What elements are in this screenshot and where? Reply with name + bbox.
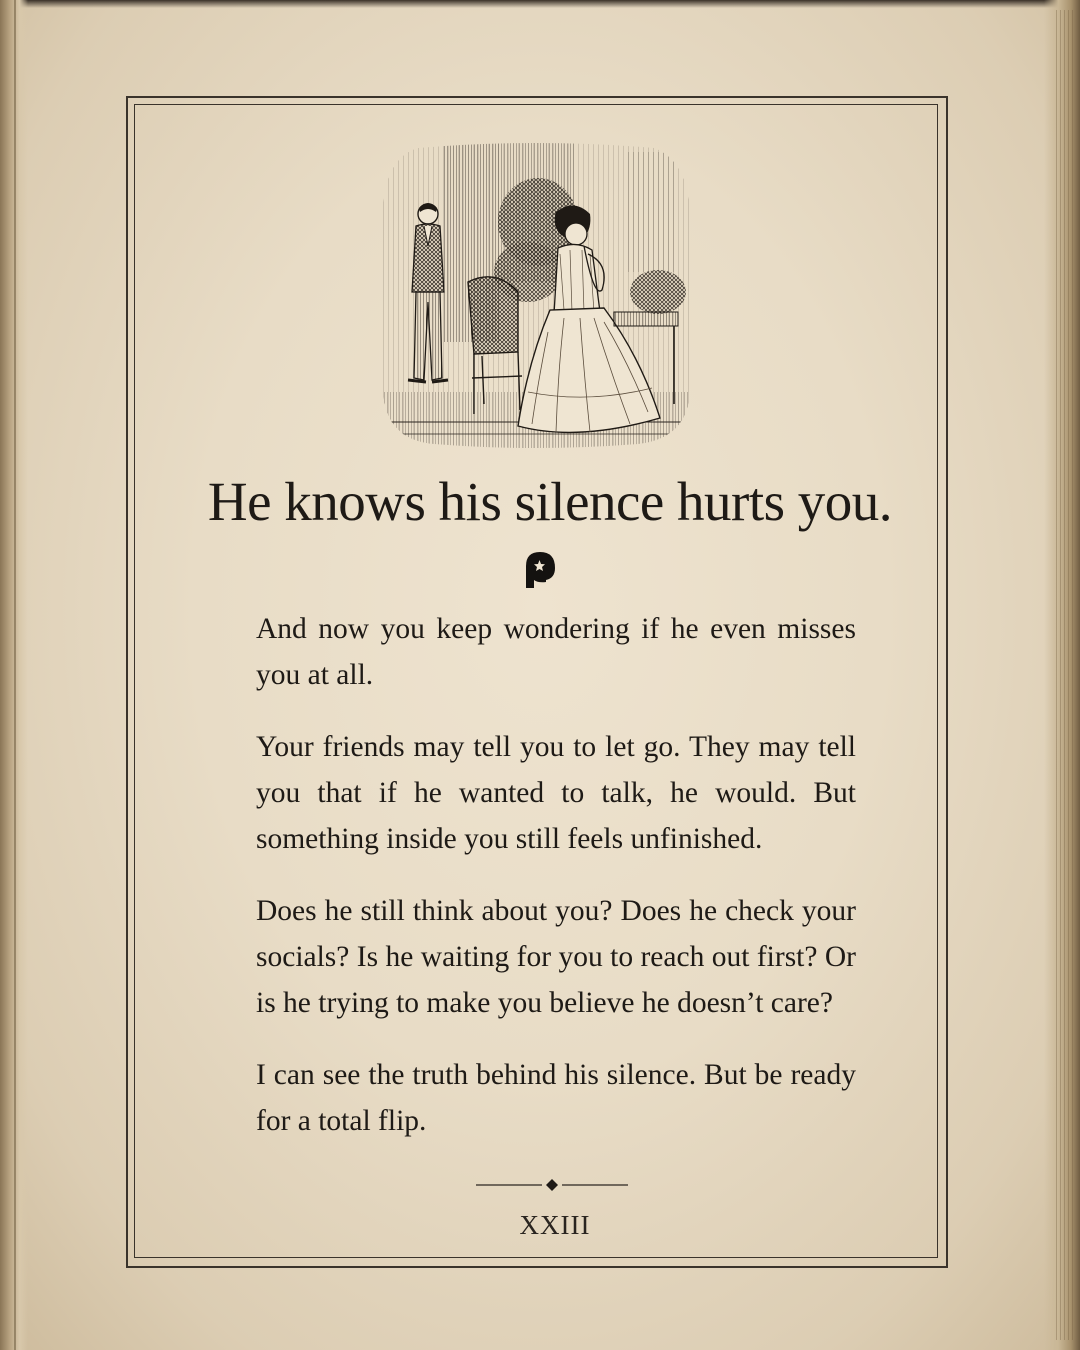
paragraph-3: Does he still think about you? Does he check your socials? Is he waiting for you to reach out first? Or is he trying to make you believe he doesn’t care? — [256, 895, 856, 1019]
page-number: XXIII — [519, 1210, 591, 1240]
engraving-illustration — [378, 142, 694, 448]
paragraph-4: I can see the truth behind his silence. But be ready for a total flip. — [256, 1059, 856, 1137]
paragraph-1: And now you keep wondering if he even misses you at all. — [256, 613, 856, 691]
spine-crease — [14, 0, 16, 1350]
page-edge-leaves — [1056, 10, 1074, 1340]
page-headline: He knows his silence hurts you. — [207, 471, 893, 532]
head-silhouette-logo-icon — [522, 550, 556, 590]
paragraph-2: Your friends may tell you to let go. They may tell you that if he wanted to talk, he would. But something inside you still feels unfinished. — [256, 731, 856, 855]
diamond-divider-icon — [476, 1176, 628, 1194]
page-top-shadow — [0, 0, 1080, 8]
body-text — [256, 606, 856, 1170]
